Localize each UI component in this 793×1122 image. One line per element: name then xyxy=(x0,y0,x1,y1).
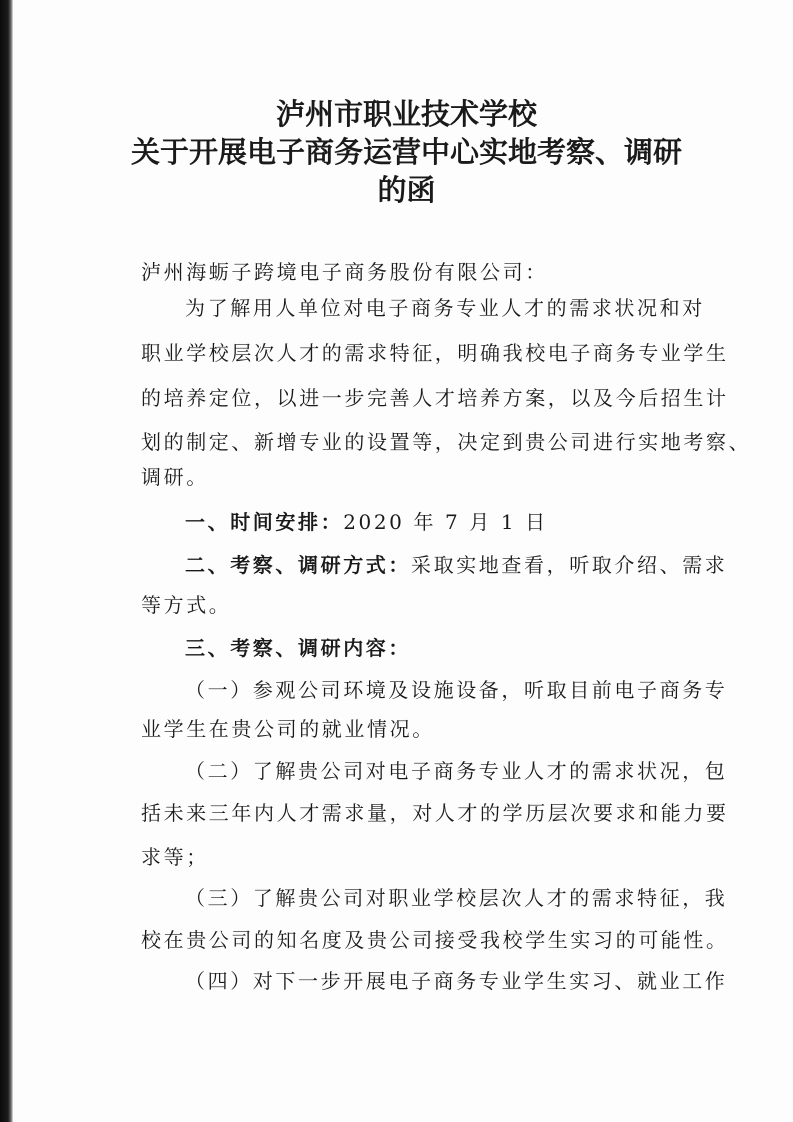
section-2-cont: 等方式。 xyxy=(141,593,232,617)
item-3-line-1: （三）了解贵公司对职业学校层次人才的需求特征，我 xyxy=(185,886,728,910)
item-4-line-1: （四）对下一步开展电子商务专业学生实习、就业工作 xyxy=(185,969,728,993)
section-2-heading: 二、考察、调研方式： xyxy=(185,553,411,577)
section-1-text: 2020 年 7 月 1 日 xyxy=(343,510,548,534)
section-1 xyxy=(185,508,548,536)
intro-line-3: 的培养定位，以进一步完善人才培养方案，以及今后招生计 xyxy=(141,386,729,410)
section-2 xyxy=(185,551,727,579)
item-1-line-1: （一）参观公司环境及设施设备，听取目前电子商务专 xyxy=(185,678,728,702)
intro-line-2: 职业学校层次人才的需求特征，明确我校电子商务专业学生 xyxy=(141,341,729,365)
section-3-heading: 三、考察、调研内容： xyxy=(185,636,411,660)
item-2-line-3: 求等； xyxy=(141,845,209,869)
title-line-2: 关于开展电子商务运营中心实地考察、调研 xyxy=(130,135,682,169)
section-2-text: 采取实地查看，听取介绍、需求 xyxy=(411,553,728,577)
item-2-line-2: 括未来三年内人才需求量，对人才的学历层次要求和能力要 xyxy=(141,801,729,825)
recipient: 泸州海蛎子跨境电子商务股份有限公司： xyxy=(141,260,548,284)
intro-line-5: 调研。 xyxy=(141,465,209,489)
item-2-line-1: （二）了解贵公司对电子商务专业人才的需求状况，包 xyxy=(185,759,728,783)
title-line-1: 泸州市职业技术学校 xyxy=(275,97,537,131)
intro-line-1: 为了解用人单位对电子商务专业人才的需求状况和对 xyxy=(185,296,705,320)
item-1-line-2: 业学生在贵公司的就业情况。 xyxy=(141,717,435,741)
title-line-3: 的函 xyxy=(377,173,436,207)
intro-line-4: 划的制定、新增专业的设置等，决定到贵公司进行实地考察、 xyxy=(141,430,752,454)
scan-edge xyxy=(0,0,13,1122)
section-1-heading: 一、时间安排： xyxy=(185,510,344,534)
item-3-line-2: 校在贵公司的知名度及贵公司接受我校学生实习的可能性。 xyxy=(141,928,729,952)
